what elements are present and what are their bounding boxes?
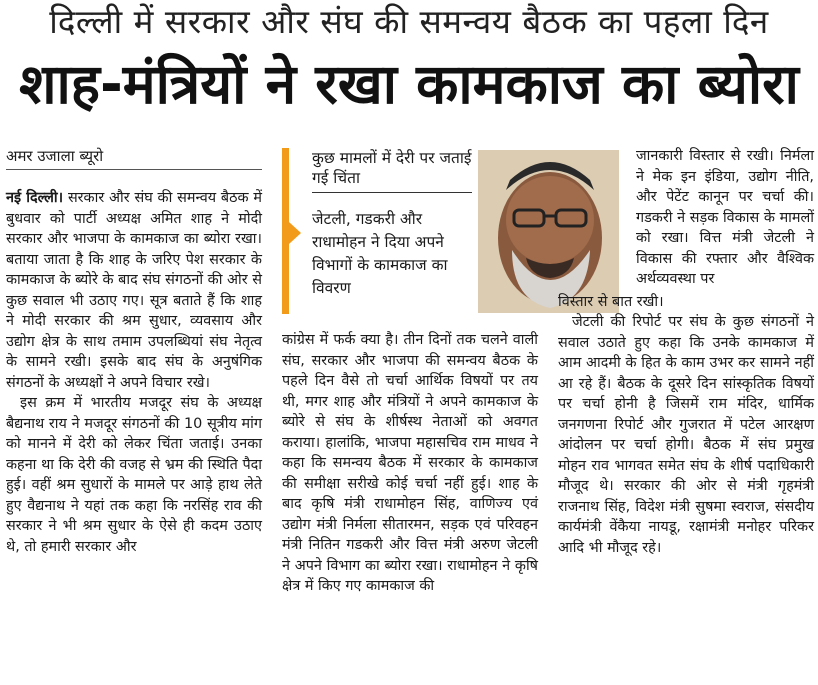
column-1-paragraph-1: [6, 188, 262, 393]
byline: अमर उजाला ब्यूरो: [6, 146, 262, 170]
quote-bar: [282, 148, 289, 314]
pull-quote-line-1: कुछ मामलों में देरी पर जताई गई चिंता: [312, 148, 472, 193]
column-3: [558, 146, 814, 558]
column-1-paragraph-2: इस क्रम में भारतीय मजदूर संघ के अध्यक्ष बैद्यनाथ राय ने मजदूर संगठनों की 10 सूत्रीय मांग को मानने में देरी को लेकर चिंता जताई। उनका कहना था कि देरी की वजह से भ्रम की स्थिति पैदा हुई। वहीं श्रम सुधारों के मामले पर आड़े हाथ लेते हुए वैद्यनाथ ने यहां तक कहा कि नरसिंह राव की सरकार ने भी श्रम सुधार के ऐसे ही कदम उठाए थे, तो हमारी सरकार और: [6, 395, 262, 555]
column-1: [6, 188, 262, 557]
column-3-paragraph-1: विस्तार से बात रखी।: [558, 293, 664, 310]
column-2: [282, 330, 538, 597]
column-2-paragraph-1: कांग्रेस में फर्क क्या है। तीन दिनों तक चलने वाली संघ, सरकार और भाजपा की समन्वय बैठक के पहले दिन वैसे तो चर्चा आर्थिक विषयों पर तय थी, मगर शाह और मंत्रियों ने अपने कामकाज के ब्योरे से संघ के शीर्षस्थ नेताओं को अवगत कराया। हालांकि, भाजपा महासचिव राम माधव ने कहा कि समन्वय बैठक में सरकार के कामकाज की समीक्षा सरीखे कोई चर्चा नहीं हुई। शाह के बाद कृषि मंत्री राधामोहन सिंह, वाणिज्य एवं उद्योग मंत्री निर्मला सीतारमन, सड़क एवं परिवहन मंत्री नितिन गडकरी और वित्त मंत्री अरुण जेटली ने अपने विभाग का ब्योरा रखा। राधामोहन ने कृषि क्षेत्र में किए गए कामकाज की: [282, 332, 538, 594]
column-1-text-1: सरकार और संघ की समन्वय बैठक में बुधवार को पार्टी अध्यक्ष अमित शाह ने मोदी सरकार और भाजपा के कामकाज का ब्योरा रखा। बताया जाता है कि शाह के जरिए पेश सरकार के कामकाज के ब्योरे के बाद संघ संगठनों की ओर से कुछ सवाल भी उठाए गए। सूत्र बताते हैं कि शाह ने मोदी सरकार की श्रम सुधार, व्यवसाय और उद्योग क्षेत्र के साथ तमाम उपलब्धियां संघ नेतृत्व के सामने रखी। इसके बाद संघ के अनुषंगिक संगठनों के अध्यक्षों ने अपने विचार रखे।: [6, 190, 262, 391]
kicker-headline: दिल्ली में सरकार और संघ की समन्वय बैठक का पहला दिन: [49, 2, 769, 41]
dateline: नई दिल्ली।: [6, 190, 64, 206]
pull-quote-line-2: जेटली, गडकरी और राधामोहन ने दिया अपने विभागों के कामकाज का विवरण: [312, 210, 448, 297]
main-headline: शाह-मंत्रियों ने रखा कामकाज का ब्योरा: [19, 52, 799, 116]
quote-arrow-icon: [289, 222, 301, 244]
column-3-top-text: जानकारी विस्तार से रखी। निर्मला ने मेक इन इंडिया, उद्योग नीति, और पेटेंट कानून पर चर्चा की। गडकरी ने सड़क विकास के मामलों को रखा। वित्त मंत्री जेटली ने विकास की रफ्तार और वैश्विक अर्थव्यवस्था पर: [636, 148, 814, 287]
column-3-paragraph-2: जेटली की रिपोर्ट पर संघ के कुछ संगठनों ने सवाल उठाते हुए कहा कि उनके कामकाज में आम आदमी के हित के काम उभर कर सामने नहीं आ रहे हैं। बैठक के दूसरे दिन सांस्कृतिक विषयों पर चर्चा होनी है जिसमें राम मंदिर, धार्मिक जनगणना रिपोर्ट और गुजरात में पटेल आरक्षण आंदोलन पर चर्चा होगी। बैठक में संघ प्रमुख मोहन राव भागवत समेत संघ के शीर्ष पदाधिकारी मौजूद थे। सरकार की ओर से मंत्री गृहमंत्री राजनाथ सिंह, विदेश मंत्री सुषमा स्वराज, संसदीय कार्यमंत्री वेंकैया नायडू, रक्षामंत्री मनोहर परिकर आदि भी मौजूद रहे।: [558, 314, 814, 556]
